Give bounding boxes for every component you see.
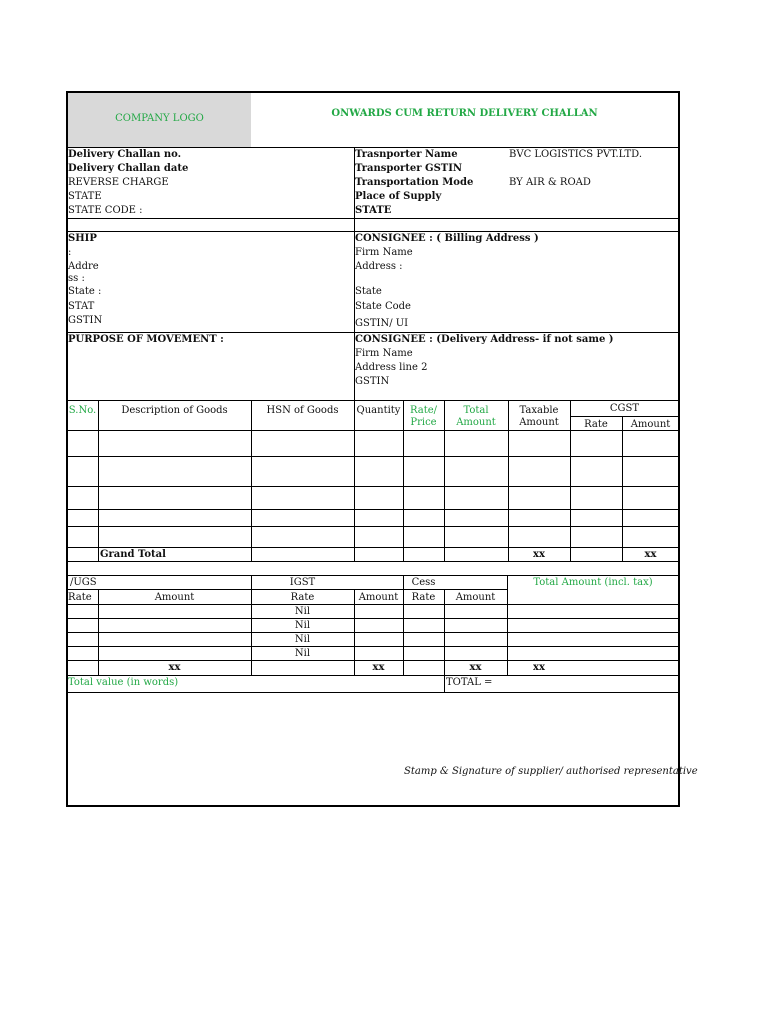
challan-date-label: Delivery Challan date <box>68 163 189 174</box>
goods-col-line <box>354 400 355 561</box>
supply-state-label: STATE <box>355 205 392 216</box>
tax-col-line <box>507 575 508 675</box>
tax-row-line <box>67 660 679 661</box>
ship-line: ss : <box>68 273 85 284</box>
consignee-delivery-title: CONSIGNEE : (Delivery Address- if not same ) <box>355 334 614 345</box>
ship-divider <box>67 332 679 333</box>
goods-row-line <box>67 547 679 548</box>
delivery-gstin: GSTIN <box>355 376 390 387</box>
ugst-total: xx <box>168 662 181 673</box>
delivery-firm-name: Firm Name <box>355 348 413 359</box>
purpose-label: PURPOSE OF MOVEMENT : <box>68 334 224 345</box>
transporter-gstin-label: Transporter GSTIN <box>355 163 463 174</box>
col-header-taxable: Taxable <box>519 405 559 416</box>
tax-row-line <box>67 618 679 619</box>
purpose-divider <box>67 400 679 401</box>
tax-col-line <box>403 575 404 675</box>
ship-line: STAT <box>68 301 95 312</box>
col-header-total-amount: Amount <box>456 417 496 428</box>
ugst-header: /UGS <box>70 577 97 588</box>
info-divider-1 <box>67 218 679 219</box>
ugst-amount-header: Amount <box>154 592 195 603</box>
transportation-mode-label: Transportation Mode <box>355 177 474 188</box>
transporter-name-label: Trasnporter Name <box>355 149 458 160</box>
goods-col-line <box>622 416 623 561</box>
transporter-name-value: BVC LOGISTICS PVT.LTD. <box>509 149 642 160</box>
document-title: ONWARDS CUM RETURN DELIVERY CHALLAN <box>331 108 598 119</box>
grand-total-cgst: xx <box>644 549 657 560</box>
total-value-words-label: Total value (in words) <box>68 677 179 688</box>
grand-total-incl-tax: xx <box>533 662 545 673</box>
col-header-quantity: Quantity <box>356 405 401 416</box>
grand-total-label: Grand Total <box>100 549 166 560</box>
ugst-rate-header: Rate <box>68 592 92 603</box>
col-header-cgst-rate: Rate <box>584 419 608 430</box>
goods-row-line <box>67 509 679 510</box>
igst-rate-value: Nil <box>294 606 311 617</box>
header-divider <box>67 147 679 148</box>
col-header-price: Price <box>410 417 437 428</box>
col-header-rate: Rate/ <box>409 405 438 416</box>
col-header-description: Description of Goods <box>121 405 228 416</box>
ship-line: State : <box>68 286 102 297</box>
tax-row-line <box>67 632 679 633</box>
ship-title: SHIP <box>68 233 97 244</box>
info-divider-2 <box>67 231 679 232</box>
igst-amount-header: Amount <box>358 592 399 603</box>
words-row-bottom <box>67 692 679 693</box>
state-code-label: STATE CODE : <box>68 205 143 216</box>
ship-line: GSTIN <box>68 315 103 326</box>
col-header-taxable-amount: Amount <box>519 417 559 428</box>
cess-header: Cess <box>411 577 436 588</box>
challan-no-label: Delivery Challan no. <box>68 149 182 160</box>
goods-col-line <box>98 400 99 561</box>
cgst-sub-divider <box>570 416 679 417</box>
grand-total-taxable: xx <box>533 549 545 560</box>
goods-row-line <box>67 486 679 487</box>
tax-header-divider <box>67 589 507 590</box>
billing-state: State <box>355 286 382 297</box>
company-logo-text: COMPANY LOGO <box>115 113 204 124</box>
goods-col-line <box>251 400 252 561</box>
tax-total-bottom <box>67 675 679 676</box>
col-header-sno: S.No. <box>68 405 97 416</box>
col-header-hsn: HSN of Goods <box>266 405 339 416</box>
cess-amount-header: Amount <box>455 592 496 603</box>
delivery-address-line-2: Address line 2 <box>355 362 428 373</box>
total-equals-label: TOTAL = <box>446 677 493 688</box>
frame-bottom <box>67 805 680 807</box>
billing-address: Address : <box>355 261 403 272</box>
tax-row-line <box>67 646 679 647</box>
goods-row-line <box>67 526 679 527</box>
igst-rate-header: Rate <box>290 592 315 603</box>
gap-divider <box>67 575 679 576</box>
consignee-billing-title: CONSIGNEE : ( Billing Address ) <box>355 233 539 244</box>
goods-row-line <box>67 456 679 457</box>
transportation-mode-value: BY AIR & ROAD <box>509 177 591 188</box>
cess-rate-header: Rate <box>411 592 436 603</box>
grand-total-bottom <box>67 561 679 562</box>
cess-total: xx <box>469 662 482 673</box>
billing-firm-name: Firm Name <box>355 247 413 258</box>
igst-total: xx <box>372 662 385 673</box>
ship-line: : <box>68 247 72 258</box>
col-header-cgst: CGST <box>609 403 640 414</box>
igst-rate-value: Nil <box>294 634 311 645</box>
total-incl-tax-header: Total Amount (incl. tax) <box>533 577 653 588</box>
signature-caption: Stamp & Signature of supplier/ authorised representative <box>404 766 698 777</box>
frame-top <box>67 91 680 93</box>
billing-gstin: GSTIN/ UI <box>355 318 409 329</box>
igst-rate-value: Nil <box>294 648 311 659</box>
col-header-cgst-amount: Amount <box>630 419 671 430</box>
reverse-charge-label: REVERSE CHARGE <box>68 177 169 188</box>
col-header-total: Total <box>463 405 489 416</box>
billing-state-code: State Code <box>355 301 411 312</box>
tax-col-line <box>444 589 445 692</box>
ship-line: Addre <box>68 261 99 272</box>
frame-right <box>678 91 680 807</box>
igst-rate-value: Nil <box>294 620 311 631</box>
igst-header: IGST <box>289 577 316 588</box>
tax-row-line <box>67 604 679 605</box>
state-label: STATE <box>68 191 102 202</box>
place-of-supply-label: Place of Supply <box>355 191 442 202</box>
